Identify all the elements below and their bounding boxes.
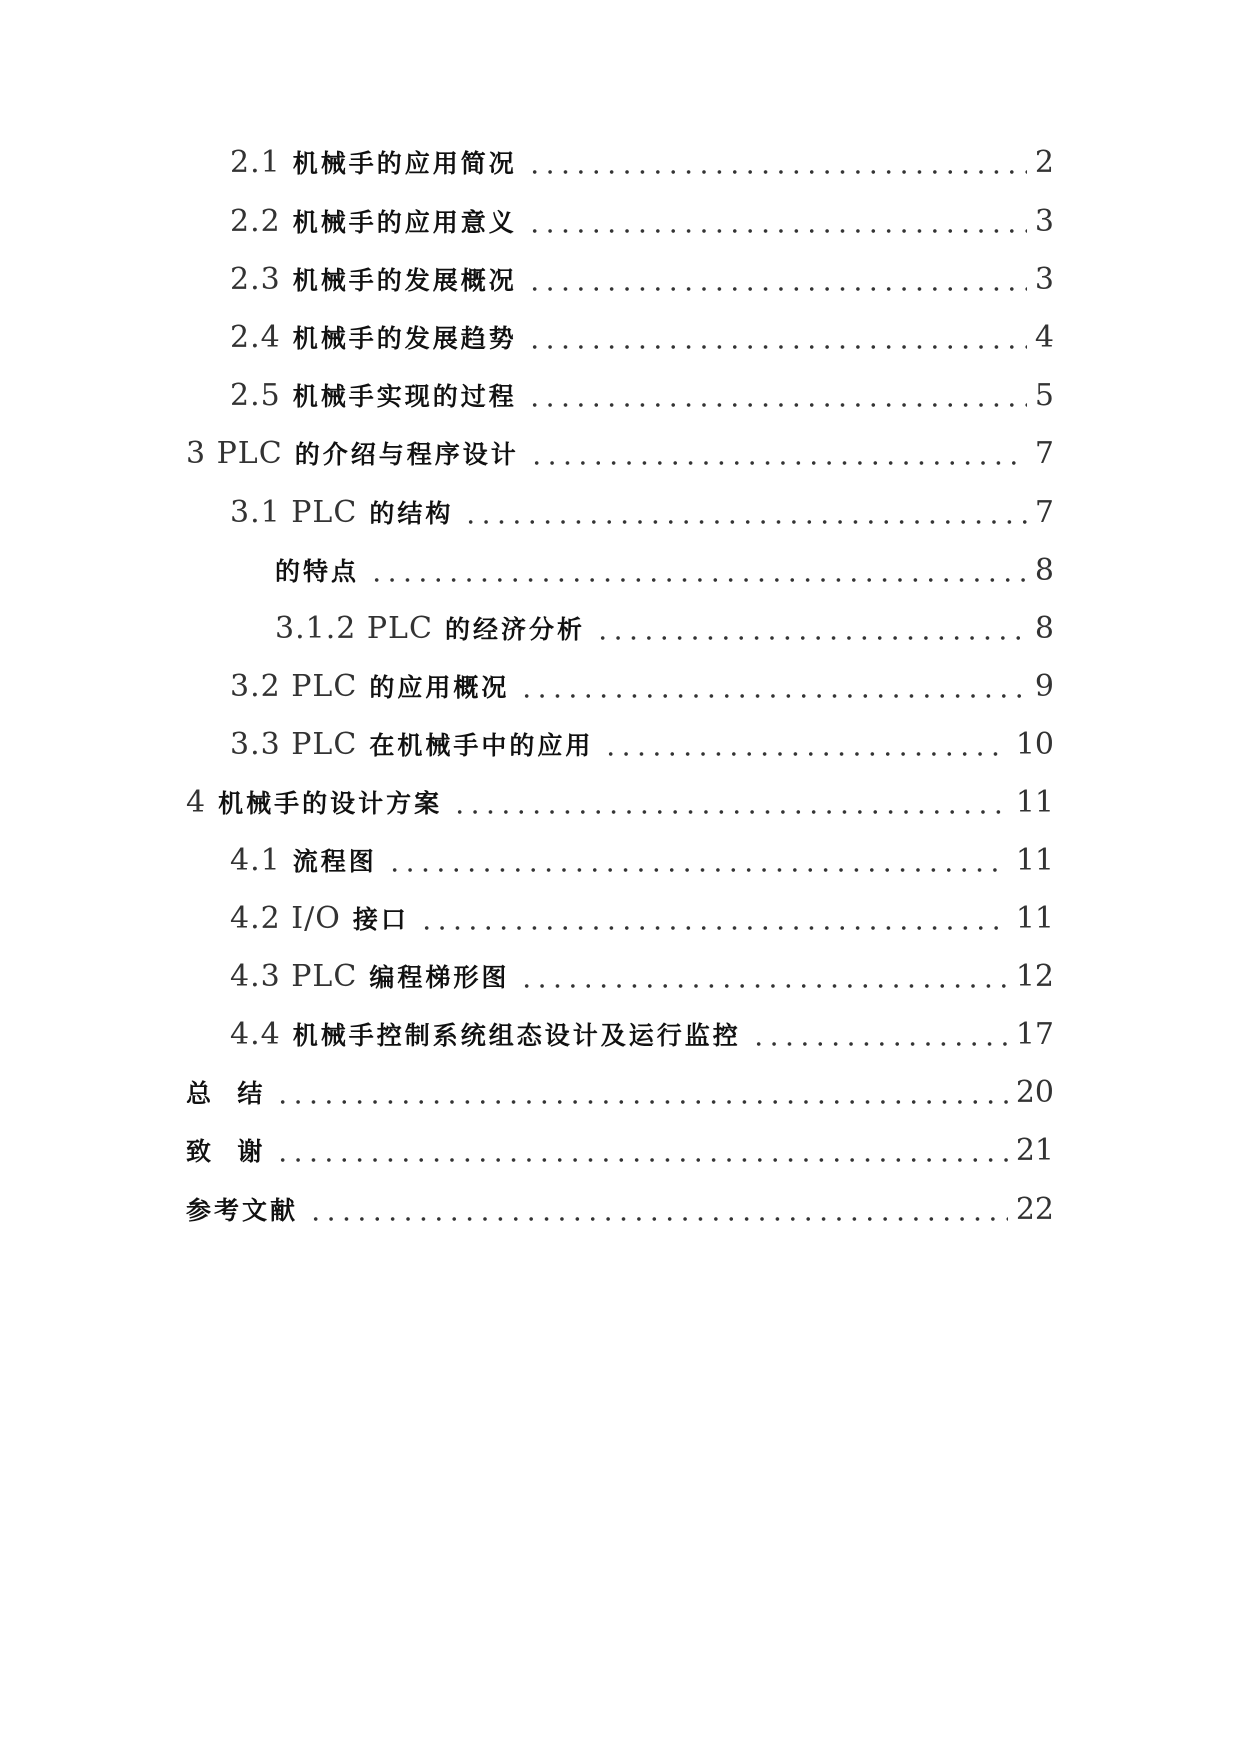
toc-entry-title: 机械手的应用简况	[292, 149, 517, 178]
toc-entry-3-3	[230, 725, 1054, 765]
toc-entry-4-3	[230, 957, 1054, 997]
toc-entry-3	[186, 434, 1054, 474]
toc-entry-page: 3	[1034, 262, 1054, 297]
toc-entry-title: 机械手的发展概况	[292, 266, 517, 295]
toc-entry-summary	[186, 1073, 1054, 1113]
toc-entry-number: 2.5	[230, 378, 281, 413]
toc-entry-4	[186, 783, 1054, 823]
toc-entry-page: 3	[1034, 204, 1054, 239]
toc-entry-number: 3 PLC	[186, 436, 283, 471]
toc-entry-number: 4.3 PLC	[230, 959, 358, 994]
dot-leader	[595, 636, 1027, 640]
toc-entry-page: 21	[1015, 1133, 1054, 1168]
dot-leader	[603, 752, 1007, 756]
toc-entry-2-1	[230, 143, 1054, 183]
dot-leader	[527, 403, 1027, 407]
toc-entry-page: 12	[1015, 959, 1054, 994]
toc-entry-number: 4.4	[230, 1017, 281, 1052]
toc-entry-2-3	[230, 260, 1054, 300]
toc-entry-3-1-2	[275, 609, 1054, 649]
toc-entry-number: 3.1 PLC	[230, 495, 358, 530]
dot-leader	[527, 287, 1027, 291]
toc-entry-2-4	[230, 318, 1054, 358]
toc-entry-4-2	[230, 899, 1054, 939]
toc-entry-3-1	[230, 493, 1054, 533]
dot-leader	[452, 810, 1008, 814]
toc-entry-4-4	[230, 1015, 1054, 1055]
toc-entry-title: 致 谢	[186, 1137, 266, 1166]
toc-entry-page: 8	[1034, 611, 1054, 646]
toc-entry-2-2	[230, 202, 1054, 242]
toc-entry-acknowledgement	[186, 1131, 1054, 1171]
toc-entry-page: 22	[1015, 1192, 1054, 1227]
dot-leader	[751, 1042, 1008, 1046]
toc-entry-number: 3.1.2 PLC	[275, 611, 433, 646]
toc-entry-title: 机械手的应用意义	[292, 208, 517, 237]
dot-leader	[419, 926, 1008, 930]
toc-entry-page: 17	[1015, 1017, 1054, 1052]
dot-leader	[463, 520, 1027, 524]
dot-leader	[275, 1100, 1007, 1104]
toc-entry-title: 的应用概况	[369, 673, 510, 702]
toc-entry-page: 20	[1015, 1075, 1054, 1110]
toc-entry-3-2	[230, 667, 1054, 707]
toc-entry-title: 的结构	[369, 499, 454, 528]
toc-entry-title: 接口	[352, 905, 409, 934]
toc-entry-number: 2.1	[230, 145, 281, 180]
toc-entry-page: 11	[1015, 843, 1054, 878]
dot-leader	[387, 868, 1008, 872]
toc-entry-title: 机械手实现的过程	[292, 382, 517, 411]
dot-leader	[529, 461, 1027, 465]
toc-entry-page: 2	[1034, 145, 1054, 180]
toc-entry-number: 4.2 I/O	[230, 901, 341, 936]
toc-entry-page: 5	[1034, 378, 1054, 413]
toc-entry-references	[186, 1190, 1054, 1230]
dot-leader	[275, 1158, 1007, 1162]
toc-entry-page: 11	[1015, 785, 1054, 820]
dot-leader	[527, 345, 1027, 349]
dot-leader	[527, 170, 1027, 174]
dot-leader	[308, 1217, 1008, 1221]
toc-entry-2-5	[230, 376, 1054, 416]
toc-entry-4-1	[230, 841, 1054, 881]
toc-entry-title: 的介绍与程序设计	[294, 440, 519, 469]
toc-entry-number: 3.3 PLC	[230, 727, 358, 762]
toc-entry-title: 机械手控制系统组态设计及运行监控	[292, 1021, 741, 1050]
toc-entry-page: 7	[1034, 436, 1054, 471]
dot-leader	[519, 984, 1007, 988]
toc-entry-number: 4	[186, 785, 207, 820]
toc-entry-3-1-1	[275, 551, 1054, 591]
toc-entry-page: 7	[1034, 495, 1054, 530]
dot-leader	[527, 229, 1027, 233]
toc-entry-number: 2.2	[230, 204, 281, 239]
toc-entry-title: 总 结	[186, 1079, 266, 1108]
toc-entry-page: 9	[1034, 669, 1054, 704]
dot-leader	[369, 578, 1027, 582]
toc-entry-title: 机械手的设计方案	[218, 789, 443, 818]
toc-entry-number: 2.4	[230, 320, 281, 355]
toc-entry-page: 8	[1034, 553, 1054, 588]
toc-entry-page: 10	[1015, 727, 1054, 762]
toc-entry-page: 4	[1034, 320, 1054, 355]
toc-entry-title: 流程图	[292, 847, 377, 876]
toc-entry-number: 4.1	[230, 843, 281, 878]
toc-entry-number: 2.3	[230, 262, 281, 297]
toc-entry-title: 的经济分析	[444, 615, 585, 644]
toc-entry-title: 参考文献	[186, 1196, 299, 1225]
dot-leader	[519, 694, 1027, 698]
toc-entry-title: 的特点	[275, 557, 360, 586]
toc-entry-title: 编程梯形图	[369, 963, 510, 992]
toc-entry-title: 在机械手中的应用	[369, 731, 594, 760]
toc-entry-title: 机械手的发展趋势	[292, 324, 517, 353]
toc-entry-page: 11	[1015, 901, 1054, 936]
toc-entry-number: 3.2 PLC	[230, 669, 358, 704]
